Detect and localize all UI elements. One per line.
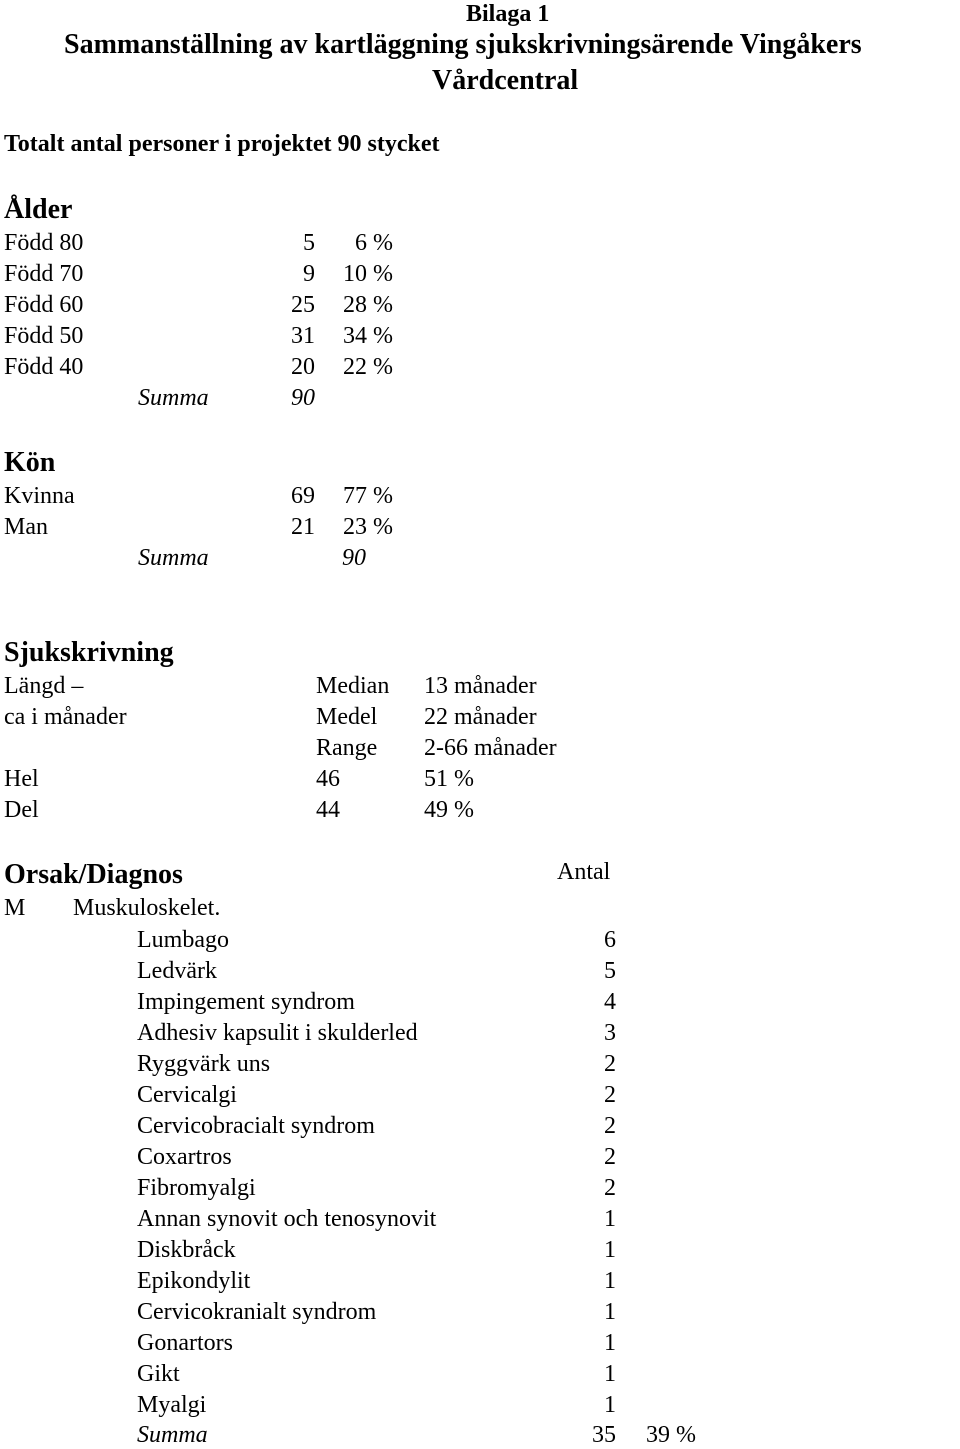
alder-row-label: Född 70 — [4, 261, 84, 287]
diagnos-label: Adhesiv kapsulit i skulderled — [137, 1020, 418, 1046]
diagnos-label: Diskbråck — [137, 1237, 236, 1263]
range-value: 2-66 månader — [424, 735, 557, 761]
kon-row-count: 69 — [291, 483, 315, 509]
kon-row-pct: 77 % — [343, 483, 393, 509]
del-pct: 49 % — [424, 797, 474, 823]
sjukskrivning-heading: Sjukskrivning — [4, 637, 174, 668]
antal-column-header: Antal — [557, 859, 611, 885]
diagnos-count: 1 — [604, 1237, 616, 1263]
orsak-heading: Orsak/Diagnos — [4, 859, 183, 890]
alder-summa-value: 90 — [291, 385, 315, 411]
median-label: Median — [316, 673, 390, 699]
diagnos-count: 4 — [604, 989, 616, 1015]
kon-row-count: 21 — [291, 514, 315, 540]
diagnos-label: Gonartors — [137, 1330, 233, 1356]
diagnos-count: 2 — [604, 1175, 616, 1201]
diagnos-label: Cervicobracialt syndrom — [137, 1113, 375, 1139]
diagnos-count: 1 — [604, 1361, 616, 1387]
alder-summa-label: Summa — [138, 385, 209, 411]
diagnos-count: 2 — [604, 1051, 616, 1077]
alder-row-count: 5 — [303, 230, 315, 256]
kon-row-label: Kvinna — [4, 483, 75, 509]
diagnos-label: Coxartros — [137, 1144, 232, 1170]
hel-label: Hel — [4, 766, 39, 792]
orsak-summa-label: Summa — [137, 1422, 208, 1448]
ca-manader-label: ca i månader — [4, 704, 127, 730]
kon-summa-value: 90 — [342, 545, 366, 571]
hel-pct: 51 % — [424, 766, 474, 792]
diagnos-count: 1 — [604, 1330, 616, 1356]
kon-summa-label: Summa — [138, 545, 209, 571]
alder-row-pct: 6 % — [355, 230, 393, 256]
alder-row-count: 9 — [303, 261, 315, 287]
del-count: 44 — [316, 797, 340, 823]
document-title-line2: Vårdcentral — [432, 65, 579, 96]
median-value: 13 månader — [424, 673, 537, 699]
alder-row-pct: 28 % — [343, 292, 393, 318]
appendix-label: Bilaga 1 — [466, 1, 550, 27]
alder-row-label: Född 50 — [4, 323, 84, 349]
diagnos-count: 2 — [604, 1082, 616, 1108]
diagnos-label: Cervicalgi — [137, 1082, 237, 1108]
diagnos-count: 2 — [604, 1113, 616, 1139]
orsak-summa-pct: 39 % — [646, 1422, 696, 1448]
alder-row-pct: 34 % — [343, 323, 393, 349]
diagnos-count: 6 — [604, 927, 616, 953]
diagnos-label: Gikt — [137, 1361, 180, 1387]
document-title-line1: Sammanställning av kartläggning sjukskrivningsärende Vingåkers — [64, 29, 862, 60]
alder-row-label: Född 40 — [4, 354, 84, 380]
alder-row-count: 25 — [291, 292, 315, 318]
alder-row-label: Född 60 — [4, 292, 84, 318]
alder-row-label: Född 80 — [4, 230, 84, 256]
diagnos-label: Myalgi — [137, 1392, 207, 1418]
alder-row-pct: 22 % — [343, 354, 393, 380]
hel-count: 46 — [316, 766, 340, 792]
diagnos-count: 1 — [604, 1392, 616, 1418]
langd-label: Längd – — [4, 673, 84, 699]
diagnos-label: Ledvärk — [137, 958, 217, 984]
diagnos-group-label: Muskuloskelet. — [73, 895, 221, 921]
diagnos-count: 3 — [604, 1020, 616, 1046]
medel-value: 22 månader — [424, 704, 537, 730]
diagnos-group-code: M — [4, 895, 26, 921]
kon-row-label: Man — [4, 514, 48, 540]
diagnos-label: Cervicokranialt syndrom — [137, 1299, 377, 1325]
diagnos-count: 1 — [604, 1268, 616, 1294]
diagnos-count: 2 — [604, 1144, 616, 1170]
alder-row-pct: 10 % — [343, 261, 393, 287]
alder-row-count: 31 — [291, 323, 315, 349]
diagnos-label: Annan synovit och tenosynovit — [137, 1206, 437, 1232]
alder-row-count: 20 — [291, 354, 315, 380]
diagnos-count: 1 — [604, 1206, 616, 1232]
total-persons: Totalt antal personer i projektet 90 stycket — [4, 131, 440, 157]
medel-label: Medel — [316, 704, 378, 730]
diagnos-label: Lumbago — [137, 927, 229, 953]
diagnos-label: Ryggvärk uns — [137, 1051, 271, 1077]
diagnos-label: Fibromyalgi — [137, 1175, 256, 1201]
kon-row-pct: 23 % — [343, 514, 393, 540]
orsak-summa-value: 35 — [592, 1422, 616, 1448]
kon-heading: Kön — [4, 447, 56, 478]
diagnos-count: 1 — [604, 1299, 616, 1325]
alder-heading: Ålder — [4, 194, 73, 225]
del-label: Del — [4, 797, 39, 823]
diagnos-label: Impingement syndrom — [137, 989, 355, 1015]
diagnos-label: Epikondylit — [137, 1268, 251, 1294]
diagnos-count: 5 — [604, 958, 616, 984]
range-label: Range — [316, 735, 378, 761]
